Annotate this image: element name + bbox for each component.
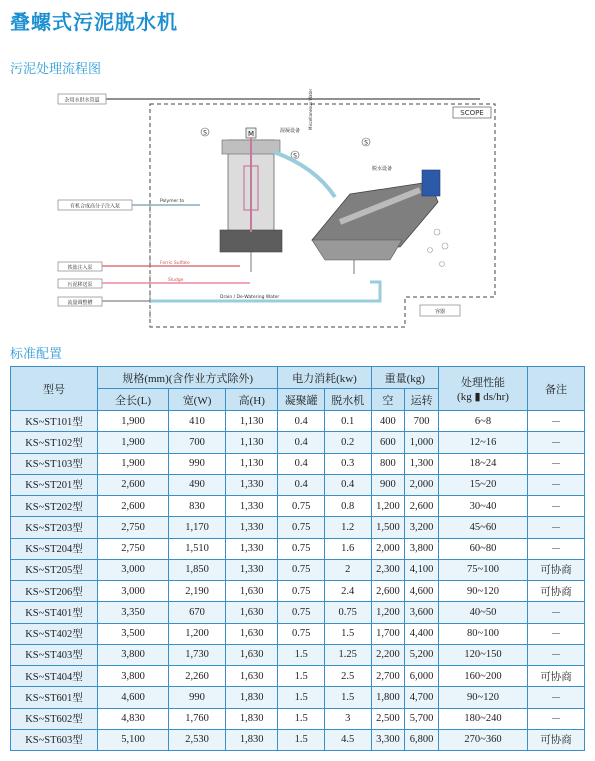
cell-note: － <box>528 538 585 559</box>
cell-height: 1,830 <box>226 687 278 708</box>
cell-dewater-power: 1.25 <box>324 644 371 665</box>
cell-weight-running: 4,700 <box>405 687 439 708</box>
table-row <box>11 559 585 580</box>
cell-weight-running: 6,800 <box>405 729 439 750</box>
table-row <box>11 432 585 453</box>
cell-length: 2,750 <box>98 517 169 538</box>
label-flow-tank: 流量调整槽 <box>67 300 93 306</box>
label-polymer-pump: 有机合成高分子注入泵 <box>69 203 121 210</box>
label-mix-tank: 混凝设备 <box>280 128 301 134</box>
cell-weight-running: 700 <box>405 411 439 432</box>
cell-capacity: 40~50 <box>439 602 528 623</box>
cell-capacity: 30~40 <box>439 496 528 517</box>
cell-length: 3,350 <box>98 602 169 623</box>
cell-note: － <box>528 453 585 474</box>
cell-weight-empty: 1,800 <box>371 687 405 708</box>
flow-section-title: 污泥处理流程图 <box>10 62 102 77</box>
cell-width: 990 <box>169 687 226 708</box>
cell-weight-empty: 1,200 <box>371 602 405 623</box>
cell-length: 2,750 <box>98 538 169 559</box>
motor-label: M <box>247 130 255 138</box>
cell-dewater-power: 0.75 <box>324 602 371 623</box>
cell-weight-empty: 2,700 <box>371 666 405 687</box>
cell-model: KS~ST205型 <box>11 559 98 580</box>
cell-width: 830 <box>169 496 226 517</box>
flow-sludge: Sludge <box>168 278 184 283</box>
cell-mixer-power: 0.75 <box>278 581 325 602</box>
cell-note: － <box>528 708 585 729</box>
cell-note: 可协商 <box>528 666 585 687</box>
cell-note: － <box>528 411 585 432</box>
table-row <box>11 538 585 559</box>
valve-s-left: S <box>203 129 207 137</box>
cell-mixer-power: 0.4 <box>278 411 325 432</box>
cell-length: 2,600 <box>98 496 169 517</box>
th-power: 电力消耗(kw) <box>278 367 371 389</box>
cell-note: － <box>528 623 585 644</box>
table-row <box>11 729 585 750</box>
cell-capacity: 18~24 <box>439 453 528 474</box>
cell-weight-empty: 400 <box>371 411 405 432</box>
cell-height: 1,330 <box>226 517 278 538</box>
cell-mixer-power: 0.4 <box>278 432 325 453</box>
cell-mixer-power: 0.75 <box>278 538 325 559</box>
cell-dewater-power: 2 <box>324 559 371 580</box>
cell-mixer-power: 1.5 <box>278 729 325 750</box>
th-dewater: 脱水机 <box>324 389 371 411</box>
cell-weight-running: 4,600 <box>405 581 439 602</box>
cell-model: KS~ST206型 <box>11 581 98 602</box>
cell-width: 410 <box>169 411 226 432</box>
cell-height: 1,130 <box>226 411 278 432</box>
cell-height: 1,130 <box>226 453 278 474</box>
cell-capacity: 160~200 <box>439 666 528 687</box>
cell-mixer-power: 0.75 <box>278 496 325 517</box>
cell-capacity: 270~360 <box>439 729 528 750</box>
cell-weight-empty: 2,200 <box>371 644 405 665</box>
cell-mixer-power: 1.5 <box>278 644 325 665</box>
cell-weight-empty: 1,700 <box>371 623 405 644</box>
cell-note: － <box>528 644 585 665</box>
table-row <box>11 517 585 538</box>
cell-length: 3,000 <box>98 581 169 602</box>
cell-note: － <box>528 474 585 495</box>
cell-note: － <box>528 687 585 708</box>
valve-s-right: S <box>364 139 368 147</box>
table-row <box>11 666 585 687</box>
cell-dewater-power: 4.5 <box>324 729 371 750</box>
cell-mixer-power: 0.75 <box>278 623 325 644</box>
table-row <box>11 708 585 729</box>
th-capacity <box>439 367 528 411</box>
cell-model: KS~ST201型 <box>11 474 98 495</box>
cell-weight-empty: 3,300 <box>371 729 405 750</box>
cell-capacity: 90~120 <box>439 687 528 708</box>
cell-length: 3,800 <box>98 666 169 687</box>
cell-width: 2,190 <box>169 581 226 602</box>
cell-capacity: 75~100 <box>439 559 528 580</box>
cell-width: 1,170 <box>169 517 226 538</box>
cell-dewater-power: 0.3 <box>324 453 371 474</box>
cell-weight-empty: 2,600 <box>371 581 405 602</box>
cell-note: － <box>528 496 585 517</box>
cell-weight-running: 3,800 <box>405 538 439 559</box>
th-mixer: 凝聚罐 <box>278 389 325 411</box>
cell-weight-running: 6,000 <box>405 666 439 687</box>
cell-height: 1,330 <box>226 559 278 580</box>
cell-weight-empty: 2,300 <box>371 559 405 580</box>
cell-length: 3,500 <box>98 623 169 644</box>
label-water-supply: 杂用水供水管道 <box>64 97 100 104</box>
cell-weight-running: 5,700 <box>405 708 439 729</box>
cell-height: 1,330 <box>226 474 278 495</box>
cell-dewater-power: 1.5 <box>324 623 371 644</box>
table-row <box>11 581 585 602</box>
flow-misc-water: Miscellaneous Water <box>308 88 313 130</box>
cell-height: 1,330 <box>226 538 278 559</box>
cell-model: KS~ST404型 <box>11 666 98 687</box>
cell-note: － <box>528 432 585 453</box>
table-row <box>11 644 585 665</box>
cell-length: 2,600 <box>98 474 169 495</box>
label-sludge-pump: 污泥移送泵 <box>67 282 93 288</box>
cell-weight-running: 3,600 <box>405 602 439 623</box>
cell-mixer-power: 0.75 <box>278 602 325 623</box>
cell-height: 1,630 <box>226 602 278 623</box>
cell-weight-empty: 1,200 <box>371 496 405 517</box>
cell-height: 1,630 <box>226 666 278 687</box>
cell-weight-running: 2,000 <box>405 474 439 495</box>
th-running: 运转 <box>405 389 439 411</box>
cell-capacity: 90~120 <box>439 581 528 602</box>
cell-height: 1,330 <box>226 496 278 517</box>
cell-model: KS~ST203型 <box>11 517 98 538</box>
cell-dewater-power: 1.2 <box>324 517 371 538</box>
cell-dewater-power: 2.5 <box>324 666 371 687</box>
cell-capacity: 12~16 <box>439 432 528 453</box>
cell-height: 1,830 <box>226 708 278 729</box>
th-model: 型号 <box>11 367 98 411</box>
cell-length: 1,900 <box>98 453 169 474</box>
cell-capacity: 180~240 <box>439 708 528 729</box>
cell-width: 2,260 <box>169 666 226 687</box>
cell-capacity: 15~20 <box>439 474 528 495</box>
th-capacity-text: 处理性能 (kg ▮ ds/hr) <box>457 377 509 403</box>
cell-model: KS~ST202型 <box>11 496 98 517</box>
table-row <box>11 474 585 495</box>
flow-ferric: Ferric Sulfate <box>160 261 190 266</box>
cell-capacity: 60~80 <box>439 538 528 559</box>
valve-s-mid: S <box>293 152 297 160</box>
table-row <box>11 623 585 644</box>
th-empty: 空 <box>371 389 405 411</box>
cell-weight-running: 3,200 <box>405 517 439 538</box>
cell-dewater-power: 0.4 <box>324 474 371 495</box>
cell-width: 1,850 <box>169 559 226 580</box>
cell-width: 1,760 <box>169 708 226 729</box>
cell-weight-running: 1,300 <box>405 453 439 474</box>
cell-length: 3,800 <box>98 644 169 665</box>
cell-width: 490 <box>169 474 226 495</box>
cell-note: 可协商 <box>528 559 585 580</box>
cell-mixer-power: 0.75 <box>278 517 325 538</box>
cell-length: 3,000 <box>98 559 169 580</box>
cell-mixer-power: 1.5 <box>278 666 325 687</box>
cell-width: 670 <box>169 602 226 623</box>
th-size: 规格(mm)(含作业方式除外) <box>98 367 278 389</box>
table-row <box>11 453 585 474</box>
label-ferric-pump: 铁盐注入泵 <box>67 265 93 271</box>
cell-length: 5,100 <box>98 729 169 750</box>
cell-model: KS~ST103型 <box>11 453 98 474</box>
flow-polymer: Polymer to <box>160 199 185 204</box>
page-title: 叠螺式污泥脱水机 <box>10 10 178 34</box>
cell-width: 1,510 <box>169 538 226 559</box>
cell-dewater-power: 0.1 <box>324 411 371 432</box>
cell-length: 4,830 <box>98 708 169 729</box>
cell-model: KS~ST102型 <box>11 432 98 453</box>
cell-model: KS~ST403型 <box>11 644 98 665</box>
cell-width: 1,200 <box>169 623 226 644</box>
cell-mixer-power: 0.75 <box>278 559 325 580</box>
cell-model: KS~ST204型 <box>11 538 98 559</box>
table-row <box>11 602 585 623</box>
flow-drain: Drain / De-Watering Water <box>220 295 280 300</box>
cell-dewater-power: 0.2 <box>324 432 371 453</box>
cell-model: KS~ST101型 <box>11 411 98 432</box>
cell-model: KS~ST602型 <box>11 708 98 729</box>
cell-length: 1,900 <box>98 432 169 453</box>
cell-height: 1,130 <box>226 432 278 453</box>
cell-height: 1,630 <box>226 581 278 602</box>
cell-note: 可协商 <box>528 581 585 602</box>
cell-dewater-power: 2.4 <box>324 581 371 602</box>
cell-note: － <box>528 517 585 538</box>
th-note: 备注 <box>528 367 585 411</box>
standard-config-title: 标准配置 <box>10 347 63 362</box>
cell-weight-running: 1,000 <box>405 432 439 453</box>
cell-weight-empty: 600 <box>371 432 405 453</box>
cell-dewater-power: 3 <box>324 708 371 729</box>
th-length: 全长(L) <box>98 389 169 411</box>
table-row <box>11 411 585 432</box>
cell-mixer-power: 1.5 <box>278 687 325 708</box>
table-row <box>11 687 585 708</box>
cell-weight-running: 4,400 <box>405 623 439 644</box>
cell-dewater-power: 1.6 <box>324 538 371 559</box>
cell-note: － <box>528 602 585 623</box>
cell-width: 700 <box>169 432 226 453</box>
th-width: 宽(W) <box>169 389 226 411</box>
cell-width: 2,530 <box>169 729 226 750</box>
cell-mixer-power: 1.5 <box>278 708 325 729</box>
cell-weight-empty: 900 <box>371 474 405 495</box>
label-dewater: 脱水设备 <box>372 166 393 172</box>
spec-table <box>10 366 585 751</box>
cell-weight-empty: 2,000 <box>371 538 405 559</box>
cell-length: 4,600 <box>98 687 169 708</box>
cell-length: 1,900 <box>98 411 169 432</box>
spec-table-body <box>11 411 585 751</box>
cell-model: KS~ST402型 <box>11 623 98 644</box>
cell-weight-running: 4,100 <box>405 559 439 580</box>
cell-model: KS~ST603型 <box>11 729 98 750</box>
label-container: 容器 <box>434 309 446 315</box>
cell-capacity: 6~8 <box>439 411 528 432</box>
table-row <box>11 496 585 517</box>
cell-weight-running: 5,200 <box>405 644 439 665</box>
cell-capacity: 80~100 <box>439 623 528 644</box>
cell-weight-empty: 800 <box>371 453 405 474</box>
cell-capacity: 120~150 <box>439 644 528 665</box>
cell-width: 990 <box>169 453 226 474</box>
cell-weight-running: 2,600 <box>405 496 439 517</box>
cell-dewater-power: 1.5 <box>324 687 371 708</box>
th-height: 高(H) <box>226 389 278 411</box>
cell-weight-empty: 1,500 <box>371 517 405 538</box>
th-weight: 重量(kg) <box>371 367 438 389</box>
cell-weight-empty: 2,500 <box>371 708 405 729</box>
cell-dewater-power: 0.8 <box>324 496 371 517</box>
cell-model: KS~ST601型 <box>11 687 98 708</box>
cell-model: KS~ST401型 <box>11 602 98 623</box>
cell-capacity: 45~60 <box>439 517 528 538</box>
cell-height: 1,630 <box>226 644 278 665</box>
scope-label: SCOPE <box>460 109 484 117</box>
process-flow-diagram <box>50 82 570 332</box>
cell-height: 1,630 <box>226 623 278 644</box>
cell-mixer-power: 0.4 <box>278 453 325 474</box>
cell-width: 1,730 <box>169 644 226 665</box>
cell-note: 可协商 <box>528 729 585 750</box>
cell-height: 1,830 <box>226 729 278 750</box>
cell-mixer-power: 0.4 <box>278 474 325 495</box>
